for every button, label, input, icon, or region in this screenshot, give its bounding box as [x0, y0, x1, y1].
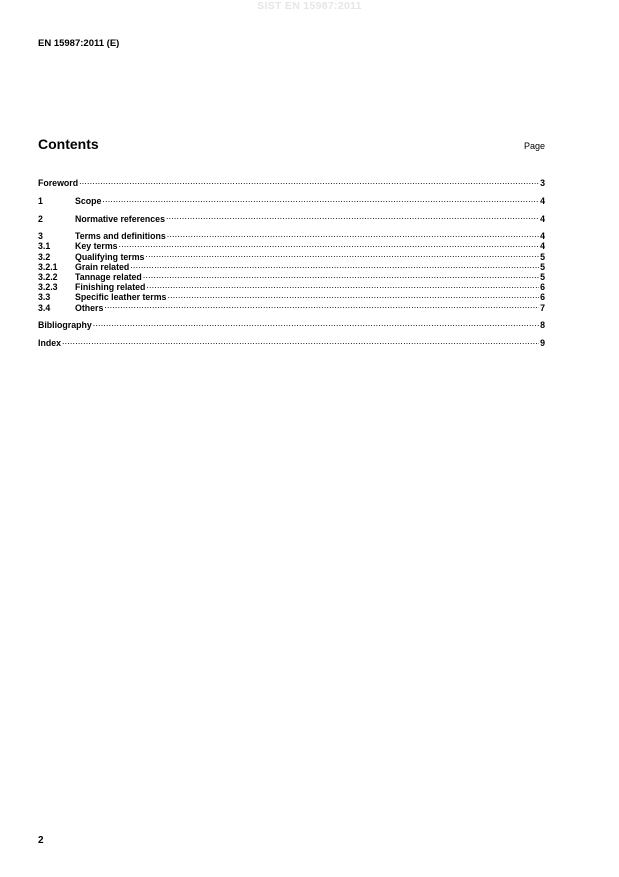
toc-entry-specific-leather-terms[interactable] — [38, 290, 545, 303]
toc-entry-title: Scope — [75, 195, 102, 206]
toc-entry-number: 3.2.1 — [38, 261, 58, 272]
toc-entry-title: Foreword — [38, 178, 79, 189]
toc-leader-dots — [145, 280, 539, 290]
toc-entry-title: Key terms — [75, 241, 118, 252]
toc-entry-finishing-related[interactable] — [38, 280, 545, 293]
toc-entry-page: 4 — [540, 231, 545, 242]
toc-entry-title: Index — [38, 337, 61, 348]
toc-entry-page: 5 — [540, 251, 545, 262]
toc-entry-number: 3.2.2 — [38, 272, 58, 282]
toc-entry-number: 1 — [38, 195, 43, 206]
toc-leader-dots — [129, 260, 539, 270]
toc-entry-page: 4 — [540, 241, 545, 252]
toc-leader-dots — [142, 270, 539, 280]
toc-entry-title: Grain related — [75, 261, 130, 272]
toc-leader-dots — [103, 300, 539, 310]
toc-entry-title: Qualifying terms — [75, 251, 145, 262]
toc-leader-dots — [78, 176, 539, 186]
toc-entry-number: 3.2 — [38, 251, 51, 262]
toc-leader-dots — [165, 211, 539, 221]
toc-entry-page: 5 — [540, 272, 545, 282]
toc-entry-number: 3.1 — [38, 241, 51, 252]
toc-entry-terms-and-definitions[interactable] — [38, 229, 545, 242]
toc-entry-page: 6 — [540, 282, 545, 293]
toc-entry-normative-references[interactable] — [38, 211, 545, 224]
toc-entry-title: Others — [75, 302, 104, 313]
page-number: 2 — [38, 835, 44, 846]
toc-leader-dots — [166, 290, 539, 300]
toc-entry-number: 3 — [38, 231, 43, 242]
toc-entry-grain-related[interactable] — [38, 260, 545, 270]
toc-leader-dots — [118, 239, 540, 249]
toc-entry-page: 7 — [540, 302, 545, 313]
toc-leader-dots — [144, 249, 539, 259]
toc-entry-number: 3.4 — [38, 302, 51, 313]
contents-heading: Contents — [38, 136, 99, 152]
toc-entry-scope[interactable] — [38, 194, 545, 204]
toc-leader-dots — [61, 336, 539, 346]
toc-entry-others[interactable] — [38, 300, 545, 313]
toc-entry-tannage-related[interactable] — [38, 270, 545, 280]
toc-entry-title: Specific leather terms — [75, 292, 167, 303]
toc-entry-page: 4 — [540, 195, 545, 206]
toc-entry-foreword[interactable] — [38, 176, 545, 189]
toc-entry-page: 9 — [540, 337, 545, 348]
toc-entry-bibliography[interactable] — [38, 318, 545, 331]
watermark: SIST EN 15987:2011 — [257, 0, 362, 12]
toc-leader-dots — [92, 318, 539, 328]
toc-entry-page: 4 — [540, 213, 545, 224]
toc-entry-page: 6 — [540, 292, 545, 303]
toc-entry-number: 3.3 — [38, 292, 51, 303]
toc-entry-page: 3 — [540, 178, 545, 189]
toc-entry-index[interactable] — [38, 336, 545, 346]
toc-entry-page: 5 — [540, 261, 545, 272]
page-column-label: Page — [523, 141, 545, 151]
document-id: EN 15987:2011 (E) — [38, 38, 120, 49]
toc-entry-title: Finishing related — [75, 282, 146, 293]
toc-leader-dots — [101, 194, 539, 204]
toc-entry-page: 8 — [540, 320, 545, 331]
toc-entry-title: Bibliography — [38, 320, 92, 331]
toc-entry-qualifying-terms[interactable] — [38, 249, 545, 262]
table-of-contents — [38, 176, 545, 346]
toc-entry-title: Terms and definitions — [75, 231, 166, 242]
toc-entry-title: Normative references — [75, 213, 165, 224]
toc-entry-number: 3.2.3 — [38, 282, 58, 293]
toc-entry-key-terms[interactable] — [38, 239, 545, 252]
toc-entry-number: 2 — [38, 213, 43, 224]
toc-entry-title: Tannage related — [75, 272, 142, 282]
toc-leader-dots — [166, 229, 539, 239]
